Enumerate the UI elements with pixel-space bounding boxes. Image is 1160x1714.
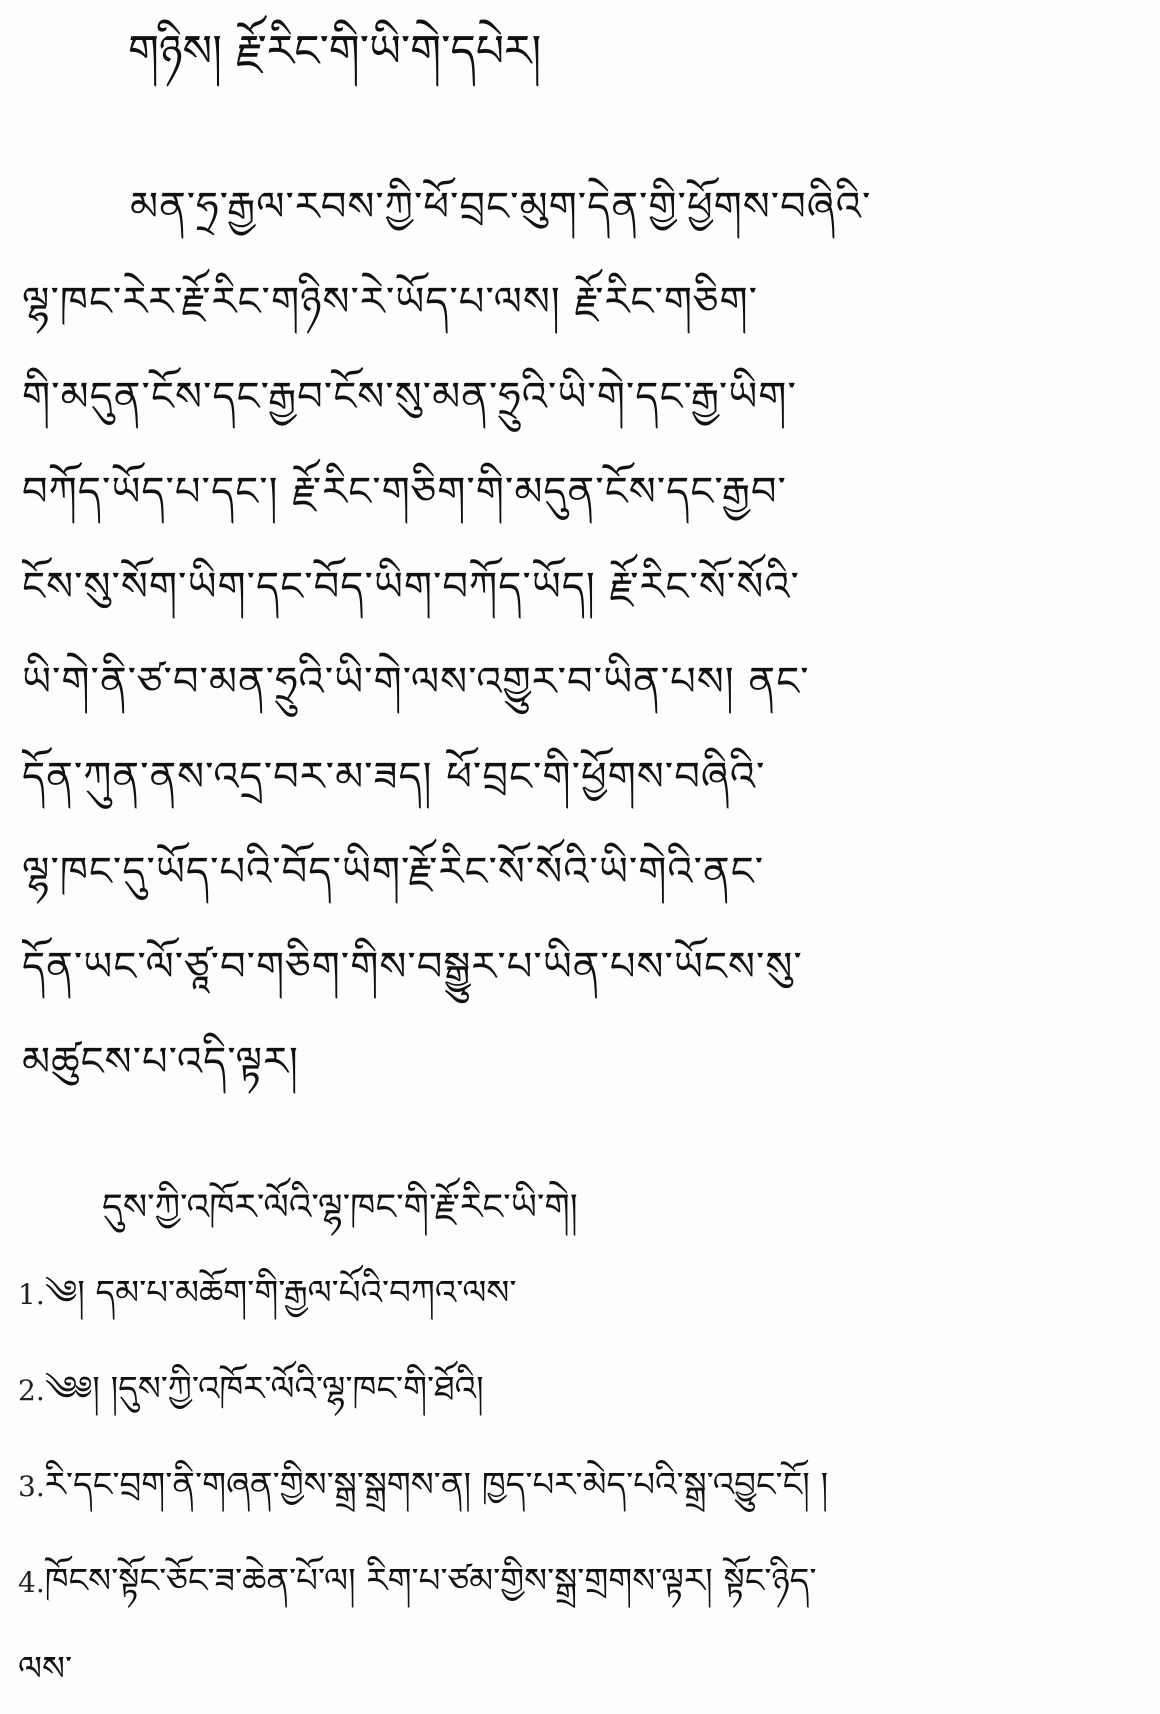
- body-paragraph: [22, 160, 1142, 1110]
- paragraph-line: མཚུངས་པ་འདི་ལྟར།: [22, 1039, 299, 1085]
- list-item-number: 2.: [18, 1374, 45, 1407]
- list-item-text: ༄༅། །དུས་ཀྱི་འཁོར་ལོའི་ལྷ་ཁང་གི་ཐོའི།: [44, 1369, 484, 1409]
- section-heading: གཉིས། རྗོ་རིང་གི་ཡི་གེ་དཔེར།: [128, 26, 542, 77]
- list-item-number: 4.: [18, 1566, 45, 1599]
- paragraph-line: དོན་ཡང་ལོ་ཙཱ་བ་གཅིག་གིས་བསྒྱུར་པ་ཡིན་པས་ཡོངས་སུ་: [22, 944, 803, 990]
- paragraph-line: ལྷ་ཁང་དུ་ཡོད་པའི་བོད་ཡིག་རྗོ་རིང་སོ་སོའི་ཡི་གེའི་ནང་: [22, 849, 765, 895]
- paragraph-line: གི་མདུན་ངོས་དང་རྒྱབ་ངོས་སུ་མན་ཧྲུའི་ཡི་གེ་དང་རྒྱ་ཡིག་: [22, 374, 797, 420]
- list-item-text: ཁོངས་སྟོང་ཅོང་ཟ་ཆེན་པོ་ལ། རིག་པ་ཙམ་གྱིས་སྒྲ་གྲགས་ལྟར། སྟོང་ཉིད་: [44, 1561, 817, 1601]
- inscription-list: [18, 1245, 1148, 1709]
- list-item-text: ༄། དམ་པ་མཆོག་གི་རྒྱལ་པོའི་བཀའ་ལས་: [44, 1273, 517, 1313]
- list-item: [18, 1437, 1148, 1533]
- paragraph-line: དོན་ཀུན་ནས་འདྲ་བར་མ་ཟད། ཕོ་བྲང་གི་ཕྱོགས་བཞིའི་: [22, 754, 766, 800]
- list-item-continuation: ལས་: [18, 1649, 73, 1689]
- paragraph-line: བཀོད་ཡོད་པ་དང་། རྗོ་རིང་གཅིག་གི་མདུན་ངོས་དང་རྒྱབ་: [22, 469, 787, 515]
- paragraph-line: མན་ཧྲ་རྒྱལ་རབས་ཀྱི་ཕོ་བྲང་མུག་དེན་གྱི་ཕྱོགས་བཞིའི་: [130, 184, 872, 230]
- list-item: [18, 1341, 1148, 1437]
- paragraph-line: ངོས་སུ་སོག་ཡིག་དང་བོད་ཡིག་བཀོད་ཡོད། རྗོ་རིང་སོ་སོའི་: [22, 564, 800, 610]
- list-item-text: རི་དང་བྲག་ནི་གཞན་གྱིས་སྒྲ་སྒྲགས་ན། ཁྱད་པར་མེད་པའི་སྒྲ་འབྱུང་ངོ། །: [44, 1465, 829, 1505]
- list-item-number: 3.: [18, 1470, 45, 1503]
- list-item-number: 1.: [18, 1278, 45, 1311]
- list-item: [18, 1533, 1148, 1629]
- paragraph-line: ལྷ་ཁང་རེར་རྗོ་རིང་གཉིས་རེ་ཡོད་པ་ལས། རྗོ་རིང་གཅིག་: [22, 279, 759, 325]
- inscription-subheading: དུས་ཀྱི་འཁོར་ལོའི་ལྷ་ཁང་གི་རྗོ་རིང་ཡི་གེ།: [102, 1187, 578, 1228]
- list-item: [18, 1245, 1148, 1341]
- paragraph-line: ཡི་གེ་ནི་ཙ་བ་མན་ཧྲུའི་ཡི་གེ་ལས་འགྱུར་བ་ཡིན་པས། ནང་: [22, 659, 810, 705]
